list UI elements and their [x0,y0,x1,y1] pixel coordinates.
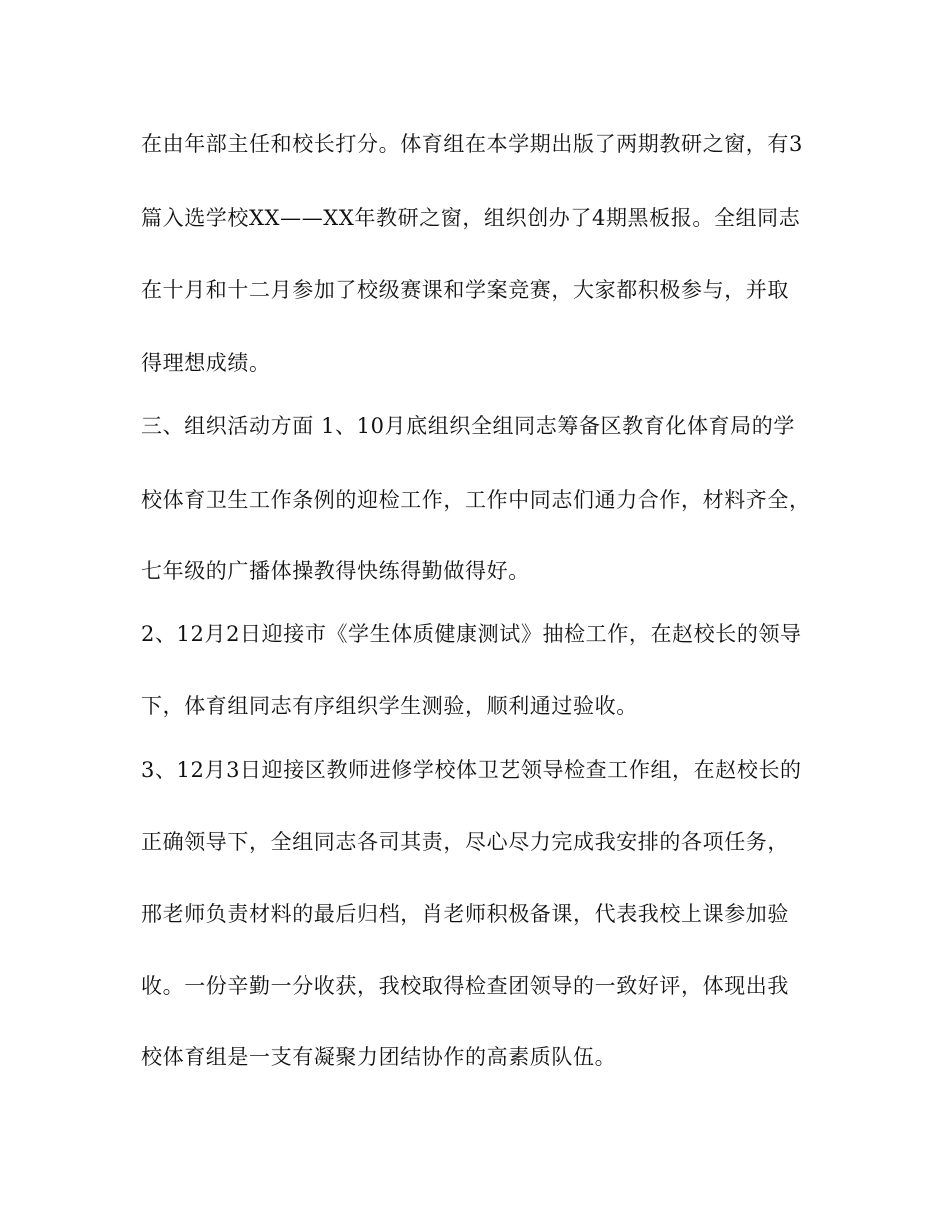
text-line: 下，体育组同志有序组织学生测验，顺利通过验收。 [141,694,638,718]
text-line: 3、12月3日迎接区教师进修学校体卫艺领导检查工作组，在赵校长的 [141,758,802,782]
text-line: 在由年部主任和校长打分。体育组在本学期出版了两期教研之窗，有3 [141,132,803,156]
text-line: 校体育卫生工作条例的迎检工作，工作中同志们通力合作，材料齐全， [141,488,811,512]
text-line: 2、12月2日迎接市《学生体质健康测试》抽检工作，在赵校长的领导 [141,622,802,646]
text-line: 校体育组是一支有凝聚力团结协作的高素质队伍。 [141,1045,617,1069]
text-line: 收。一份辛勤一分收获，我校取得检查团领导的一致好评，体现出我 [141,974,789,998]
text-line: 得理想成绩。 [141,351,271,375]
text-line: 七年级的广播体操教得快练得勤做得好。 [141,559,530,583]
text-line: 篇入选学校XX——XX年教研之窗，组织创办了4期黑板报。全组同志 [141,206,801,230]
section-heading-line: 三、组织活动方面 1、10月底组织全组同志筹备区教育化体育局的学 [141,414,795,438]
text-line: 邢老师负责材料的最后归档，肖老师积极备课，代表我校上课参加验 [141,902,789,926]
text-line: 正确领导下，全组同志各司其责，尽心尽力完成我安排的各项任务， [141,830,789,854]
text-line: 在十月和十二月参加了校级赛课和学案竞赛，大家都积极参与，并取 [141,278,789,302]
